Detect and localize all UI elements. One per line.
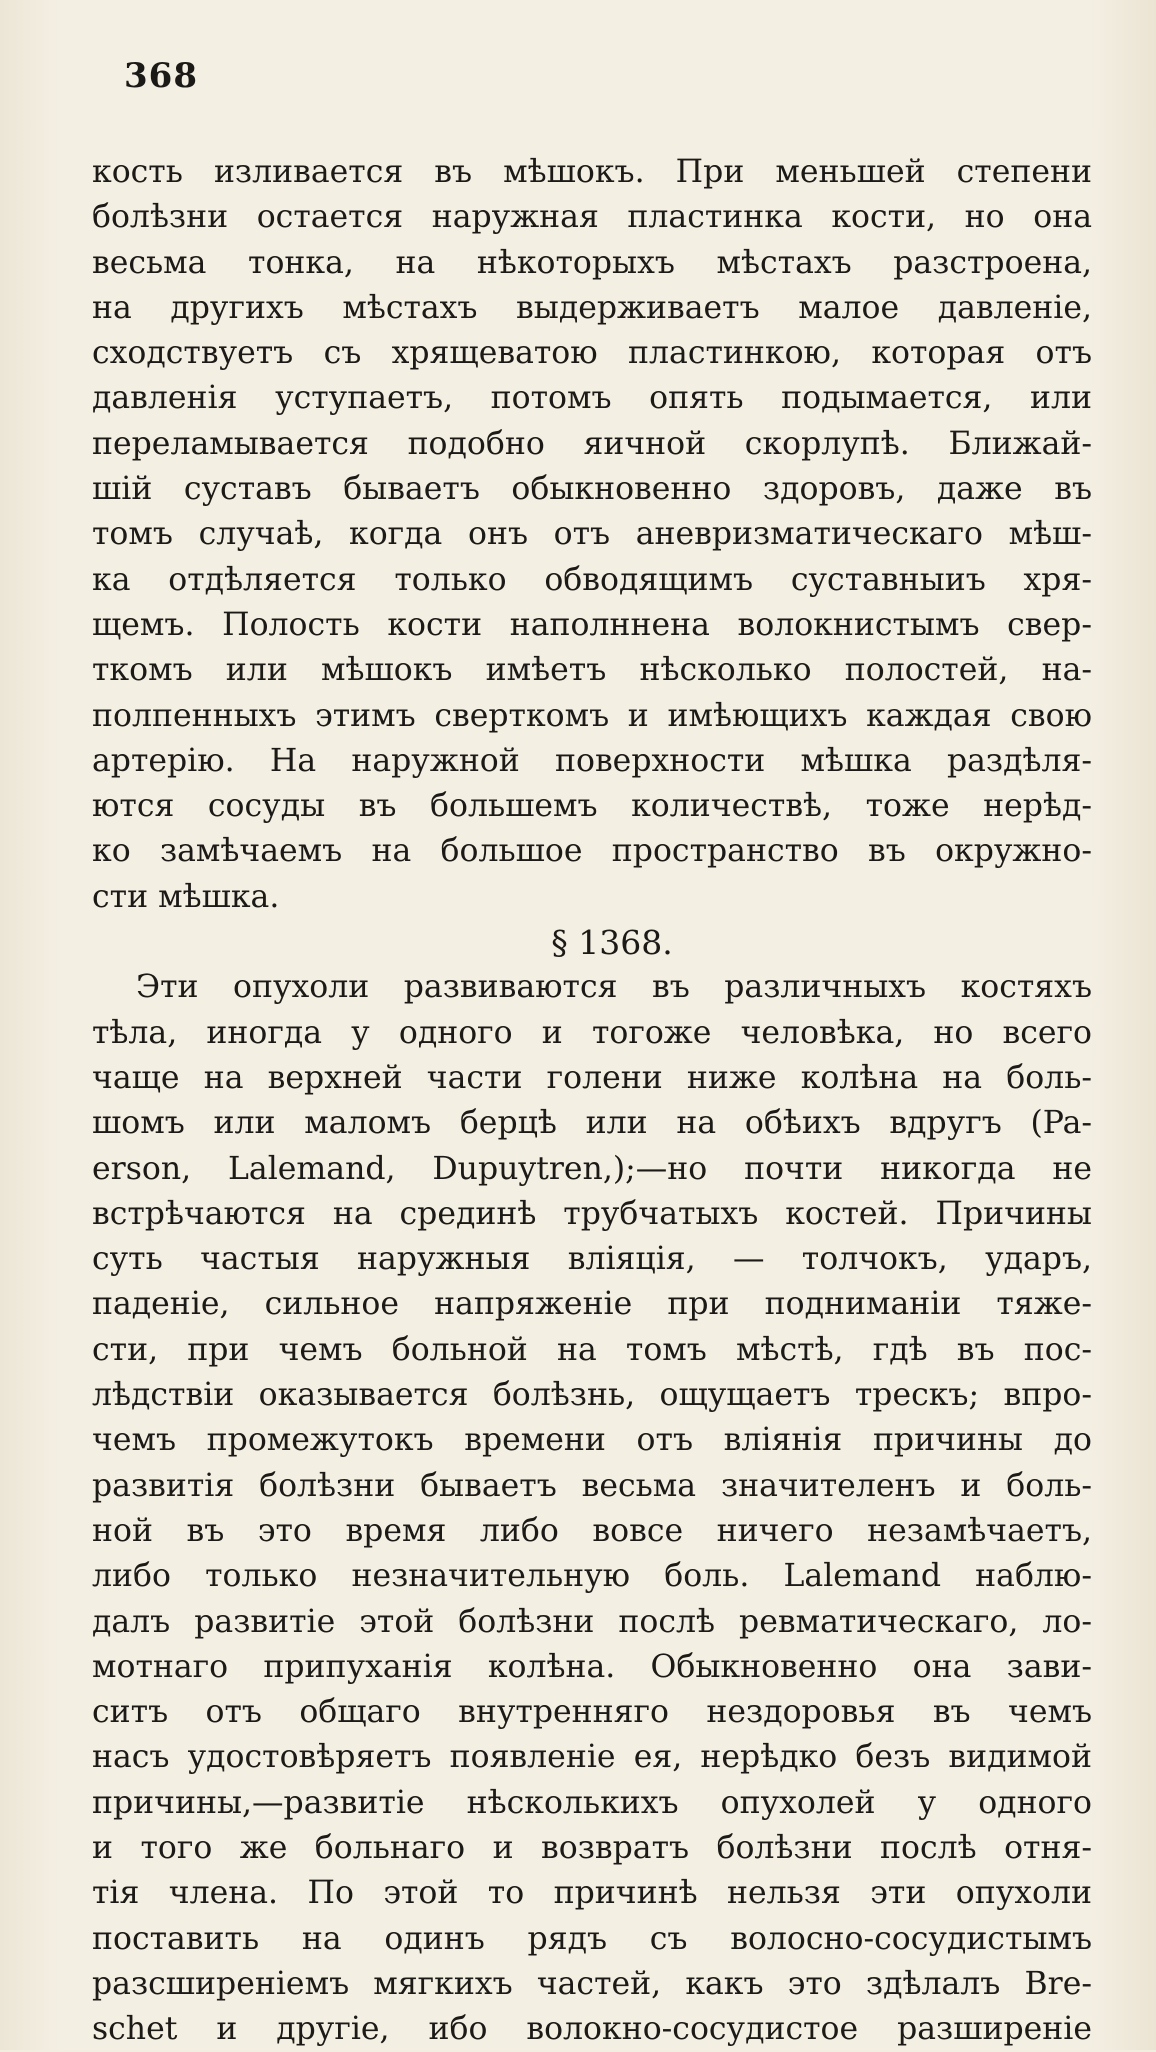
text-line: давленія уступаетъ, потомъ опять подымается, или	[92, 380, 1092, 417]
text-line: erson, Lalemand, Dupuytren,);—но почти никогда не	[92, 1150, 1092, 1187]
text-line: разсширеніемъ мягкихъ частей, какъ это здѣлалъ Bre-	[92, 1965, 1092, 2002]
text-line: артерію. На наружной поверхности мѣшка раздѣля-	[92, 742, 1092, 779]
page-number: 368	[124, 56, 198, 96]
text-line: ко замѣчаемъ на большое пространство въ окружно-	[92, 833, 1092, 870]
text-line: насъ удостовѣряетъ появленіе ея, нерѣдко безъ видимой	[92, 1739, 1092, 1776]
text-line: тія члена. По этой то причинѣ нельзя эти опухоли	[92, 1875, 1092, 1912]
text-line: весьма тонка, на нѣкоторыхъ мѣстахъ разстроена,	[92, 244, 1092, 281]
text-line: либо только незначительную боль. Lalemand наблю-	[92, 1558, 1092, 1595]
text-line: болѣзни остается наружная пластинка кости, но она	[92, 199, 1092, 236]
text-line: кость изливается въ мѣшокъ. При меньшей степени	[92, 154, 1092, 190]
text-line: встрѣчаются на срединѣ трубчатыхъ костей. Причины	[92, 1195, 1092, 1232]
text-line: шій суставъ бываетъ обыкновенно здоровъ, даже въ	[92, 471, 1092, 508]
text-line: и того же больнаго и возвратъ болѣзни послѣ отня-	[92, 1829, 1092, 1866]
text-line: ситъ отъ общаго внутренняго нездоровья въ чемъ	[92, 1694, 1092, 1731]
text-line: на другихъ мѣстахъ выдерживаетъ малое давленіе,	[92, 289, 1092, 326]
text-line: сти, при чемъ больной на томъ мѣстѣ, гдѣ въ пос-	[92, 1331, 1092, 1368]
text-line: шомъ или маломъ берцѣ или на обѣихъ вдругъ (Pa-	[92, 1105, 1092, 1142]
text-line: далъ развитіе этой болѣзни послѣ ревматическаго, ло-	[92, 1603, 1092, 1640]
text-line: ной въ это время либо вовсе ничего незамѣчаетъ,	[92, 1512, 1092, 1549]
text-line: развитія болѣзни бываетъ весьма значителенъ и боль-	[92, 1467, 1092, 1504]
text-line: schet и другіе, ибо волокно-сосудистое разширеніе	[92, 2011, 1092, 2048]
text-line: ка отдѣляется только обводящимъ суставныиъ хря-	[92, 561, 1092, 598]
text-line: чаще на верхней части голени ниже колѣна на боль-	[92, 1059, 1092, 1096]
text-line: лѣдствіи оказывается болѣзнь, ощущаетъ трескъ; впро-	[92, 1377, 1092, 1414]
paragraph-1	[92, 150, 1092, 920]
text-line: Эти опухоли развиваются въ различныхъ костяхъ	[136, 969, 1092, 1006]
text-line: суть частыя наружныя вліяція, — толчокъ, ударъ,	[92, 1241, 1092, 1278]
section-heading: § 1368.	[551, 923, 673, 963]
text-line: полпенныхъ этимъ сверткомъ и имѣющихъ каждая свою	[92, 697, 1092, 734]
text-line: паденіе, сильное напряженіе при подниманіи тяже-	[92, 1286, 1092, 1323]
text-line: мотнаго припуханія колѣна. Обыкновенно она зави-	[92, 1648, 1092, 1685]
paragraph-2	[92, 965, 1092, 2052]
text-line: тѣла, иногда у одного и тогоже человѣка, но всего	[92, 1014, 1092, 1051]
text-line: поставить на одинъ рядъ съ волосно-сосудистымъ	[92, 1920, 1092, 1957]
text-line: ются сосуды въ большемъ количествѣ, тоже нерѣд-	[92, 788, 1092, 825]
text-line: причины,—развитіе нѣсколькихъ опухолей у одного	[92, 1784, 1092, 1821]
text-line: ткомъ или мѣшокъ имѣетъ нѣсколько полостей, на-	[92, 652, 1092, 689]
text-line: сти мѣшка.	[92, 878, 280, 915]
text-line: сходствуетъ съ хрящеватою пластинкою, которая отъ	[92, 335, 1092, 372]
text-line: щемъ. Полость кости наполннена волокнистымъ свер-	[92, 606, 1092, 643]
text-line: томъ случаѣ, когда онъ отъ аневризматическаго мѣш-	[92, 516, 1092, 553]
page-body	[92, 150, 1092, 2052]
text-line: переламывается подобно яичной скорлупѣ. Ближай-	[92, 425, 1092, 462]
text-line: чемъ промежутокъ времени отъ вліянія причины до	[92, 1422, 1092, 1459]
